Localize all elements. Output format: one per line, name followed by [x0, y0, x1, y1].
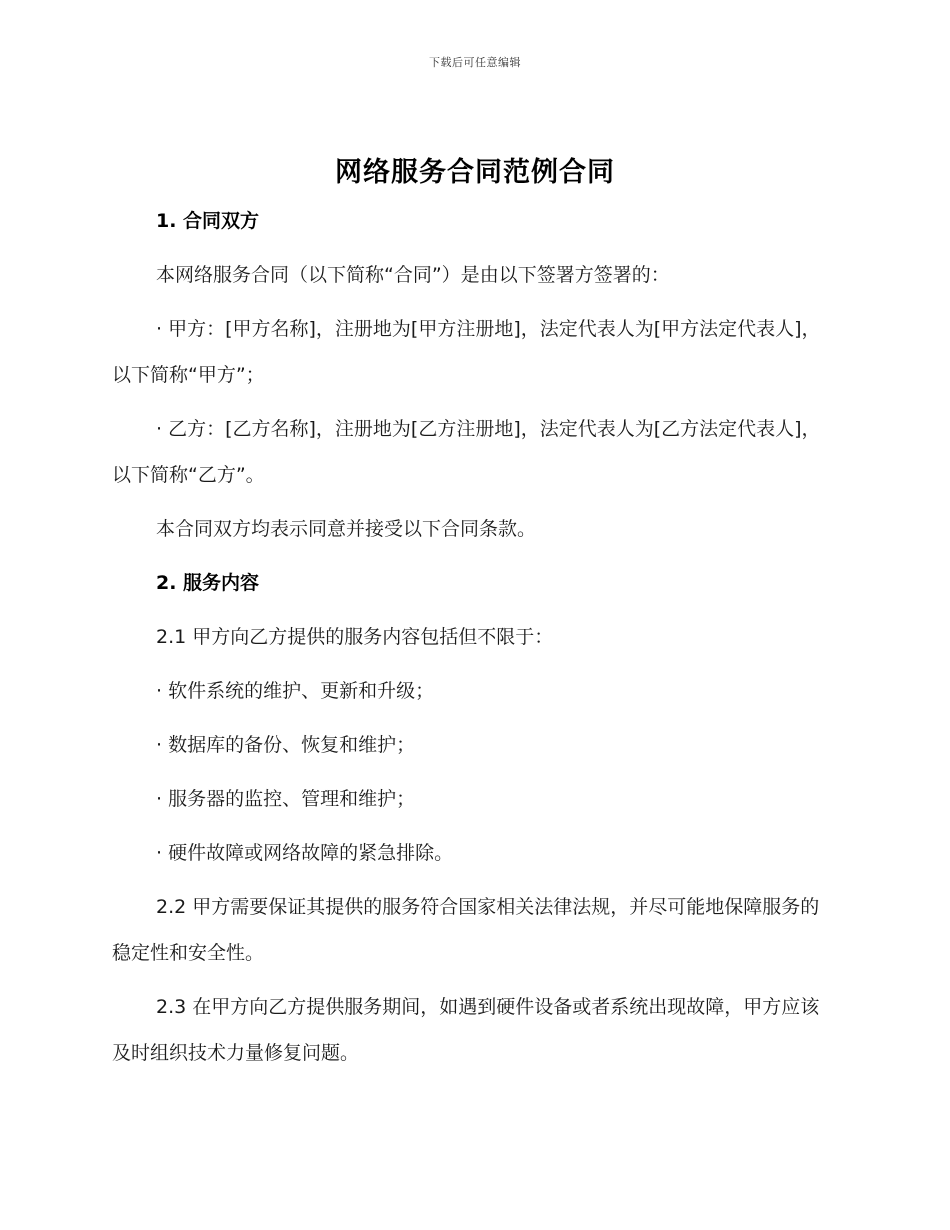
paragraph-agreement: 本合同双方均表示同意并接受以下合同条款。 — [156, 518, 537, 540]
list-item-emergency: · 硬件故障或网络故障的紧急排除。 — [156, 842, 454, 864]
paragraph-intro: 本网络服务合同（以下简称“合同”）是由以下签署方签署的： — [156, 264, 670, 286]
page-header-note: 下载后可任意编辑 — [429, 56, 521, 69]
paragraph-clause-2-2: 2.2 甲方需要保证其提供的服务符合国家相关法律法规，并尽可能地保障服务的稳定性和安全性。 — [112, 896, 820, 964]
section-heading-parties: 1. 合同双方 — [156, 210, 260, 232]
document-title: 网络服务合同范例合同 — [335, 157, 615, 188]
list-item-software: · 软件系统的维护、更新和升级； — [156, 680, 435, 702]
document-body — [112, 198, 838, 1084]
paragraph-party-a: · 甲方：[甲方名称]，注册地为[甲方注册地]，法定代表人为[甲方法定代表人]，以下简称“甲方”； — [112, 318, 821, 386]
paragraph-clause-2-1: 2.1 甲方向乙方提供的服务内容包括但不限于： — [156, 626, 554, 648]
section-heading-services: 2. 服务内容 — [156, 572, 260, 594]
paragraph-party-b: · 乙方：[乙方名称]，注册地为[乙方注册地]，法定代表人为[乙方法定代表人]，以下简称“乙方”。 — [112, 418, 821, 486]
list-item-database: · 数据库的备份、恢复和维护； — [156, 734, 416, 756]
paragraph-clause-2-3: 2.3 在甲方向乙方提供服务期间，如遇到硬件设备或者系统出现故障，甲方应该及时组织技术力量修复问题。 — [112, 996, 820, 1064]
list-item-server: · 服务器的监控、管理和维护； — [156, 788, 416, 810]
